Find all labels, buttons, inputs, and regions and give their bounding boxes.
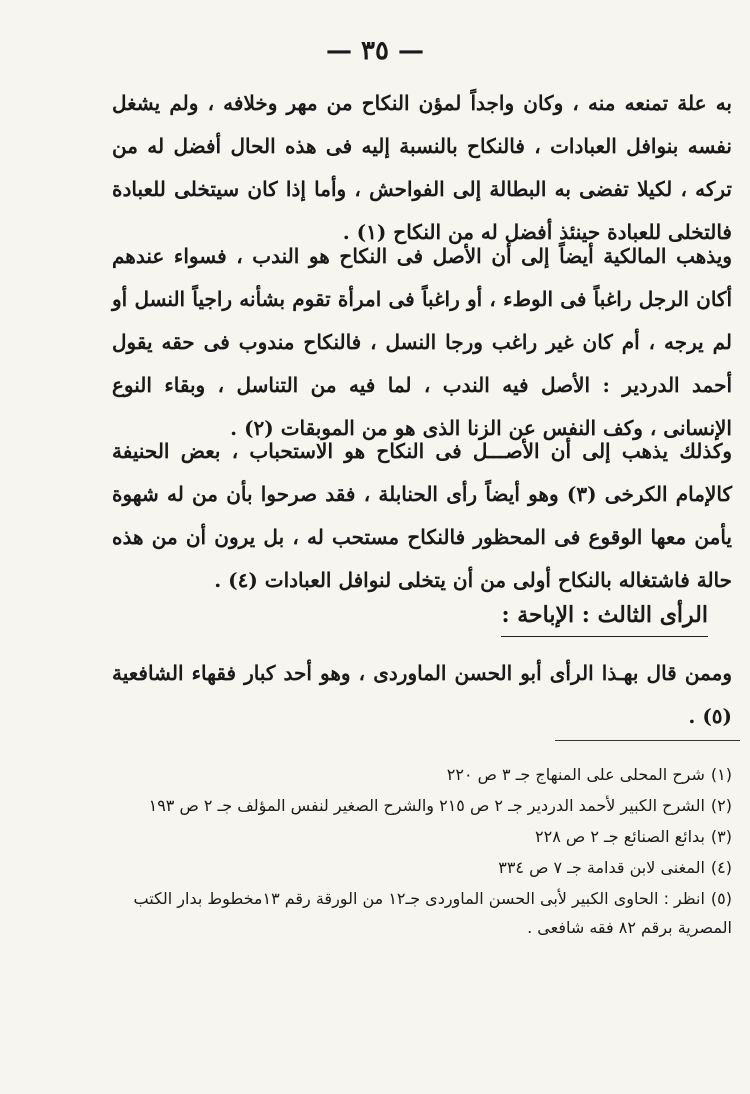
footnote-text: المغنى لابن قدامة جـ ٧ ص ٣٣٤ — [498, 858, 705, 877]
footnote-text: بدائع الصنائع جـ ٢ ص ٢٢٨ — [535, 827, 705, 846]
footnote-text: انظر : الحاوى الكبير لأبى الحسن الماوردى جـ١٢ من الورقة رقم ١٣مخطوط بدار الكتب المصرية برقم ٨٢ فقه شافعى . — [133, 889, 732, 937]
footnotes — [132, 760, 732, 944]
footnote-number: (٣) — [710, 827, 732, 846]
footnote-text: الشرح الكبير لأحمد الدردير جـ ٢ ص ٢١٥ والشرح الصغير لنفس المؤلف جـ ٢ ص ١٩٣ — [148, 796, 705, 815]
footnote-number: (٤) — [710, 858, 732, 877]
footnote-separator — [555, 740, 740, 741]
footnote-3 — [132, 822, 732, 851]
footnote-2 — [132, 791, 732, 820]
section-heading-third-opinion: الرأى الثالث : الإباحة : — [501, 598, 708, 637]
footnote-number: (١) — [710, 765, 732, 784]
footnote-number: (٢) — [710, 796, 732, 815]
footnote-4 — [132, 853, 732, 882]
paragraph-4: وممن قال بهـذا الرأى أبو الحسن الماوردى ، وهو أحد كبار فقهاء الشافعية (٥) . — [112, 661, 732, 728]
paragraph-1: به علة تمنعه منه ، وكان واجداً لمؤن النكاح من مهر وخلافه ، ولم يشغل نفسه بنوافل العبادات ، فالنكاح بالنسبة إليه فى هذه الحال أفضل له من تركه ، لكيلا تفضى به البطالة إلى الفواحش ، وأما إذا كان سيتخلى للعبادة فالتخلى للعبادة حينئذ أفضل له من النكاح (١) . — [112, 91, 732, 244]
paragraph-3: وكذلك يذهب إلى أن الأصـــل فى النكاح هو الاستحباب ، بعض الحنيفة كالإمام الكرخى (٣) وهو أيضاً رأى الحنابلة ، فقد صرحوا بأن من له شهوة يأمن معها الوقوع فى المحظور فالنكاح مستحب له ، بل يرون أن من هذه حالة فاشتغاله بالنكاح أولى من أن يتخلى لنوافل العبادات (٤) . — [112, 439, 732, 592]
paragraph-2: ويذهب المالكية أيضاً إلى أن الأصل فى النكاح هو الندب ، فسواء عندهم أكان الرجل راغباً فى الوطء ، أو راغباً فى امرأة تقوم بشأنه راجياً النسل أو لم يرجه ، أم كان غير راغب ورجا النسل ، فالنكاح مندوب فى حقه يقول أحمد الدردير : الأصل فيه الندب ، لما فيه من التناسل ، وبقاء النوع الإنسانى ، وكف النفس عن الزنا الذى هو من الموبقات (٢) . — [112, 244, 732, 440]
footnote-1 — [132, 760, 732, 789]
footnote-number: (٥) — [710, 889, 732, 908]
page-number: — ٣٥ — — [325, 36, 425, 66]
footnote-text: شرح المحلى على المنهاج جـ ٣ ص ٢٢٠ — [446, 765, 705, 784]
footnote-5 — [132, 884, 732, 942]
